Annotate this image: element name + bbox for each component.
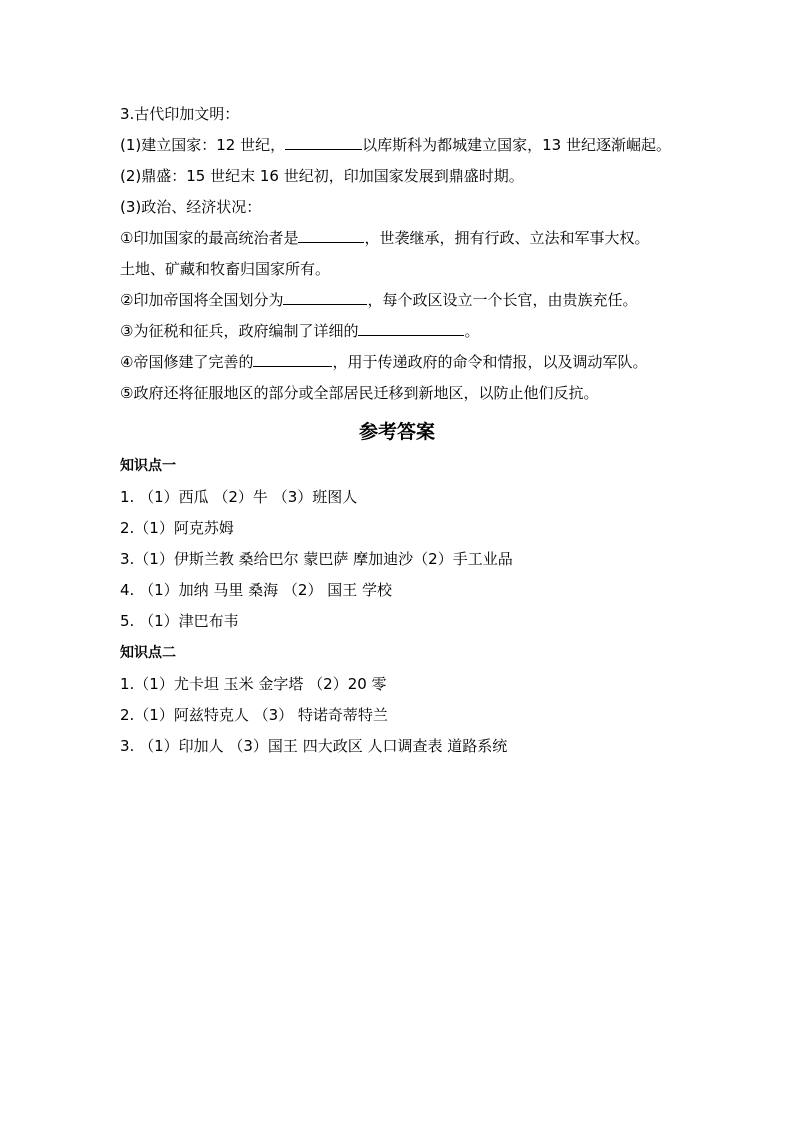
question-3a [120, 228, 649, 248]
answer-line: 1.（1）尤卡坦 玉米 金字塔 （2）20 零 [120, 675, 387, 693]
question-3c-suffix: 。 [464, 322, 480, 340]
answer-line: 3. （1）印加人 （3）国王 四大政区 人口调查表 道路系统 [120, 737, 508, 755]
question-3a-continued: 土地、矿藏和牧畜归国家所有。 [120, 260, 331, 278]
answer-blank [253, 352, 332, 367]
question-3d-suffix: ，用于传递政府的命令和情报，以及调动军队。 [332, 353, 648, 371]
answer-line: 1. （1）西瓜 （2）牛 （3）班图人 [120, 488, 358, 506]
question-3b-suffix: ，每个政区设立一个长官，由贵族充任。 [367, 291, 638, 309]
question-1 [120, 135, 671, 155]
answer-line: 4. （1）加纳 马里 桑海 （2） 国王 学校 [120, 581, 393, 599]
question-1-prefix: (1)建立国家：12 世纪， [120, 136, 286, 154]
question-3b-prefix: ②印加帝国将全国划分为 [120, 291, 284, 309]
answer-blank [298, 228, 364, 243]
question-3d-prefix: ④帝国修建了完善的 [120, 353, 254, 371]
answer-blank [283, 290, 367, 305]
question-heading: 3.古代印加文明： [120, 105, 240, 123]
question-1-suffix: 以库斯科为都城建立国家，13 世纪逐渐崛起。 [362, 136, 671, 154]
answer-blank [358, 321, 464, 336]
question-3c-prefix: ③为征税和征兵，政府编制了详细的 [120, 322, 359, 340]
question-2: (2)鼎盛：15 世纪末 16 世纪初，印加国家发展到鼎盛时期。 [120, 167, 524, 185]
section-heading: 知识点二 [120, 645, 176, 661]
answer-line: 5. （1）津巴布韦 [120, 612, 239, 630]
question-3a-suffix: ，世袭继承，拥有行政、立法和军事大权。 [364, 229, 650, 247]
answer-line: 2.（1）阿兹特克人 （3） 特诺奇蒂特兰 [120, 706, 388, 724]
answer-line: 2.（1）阿克苏姆 [120, 519, 234, 537]
answer-blank [285, 135, 362, 150]
section-heading: 知识点一 [120, 458, 176, 474]
question-3a-prefix: ①印加国家的最高统治者是 [120, 229, 299, 247]
answer-line: 3.（1）伊斯兰教 桑给巴尔 蒙巴萨 摩加迪沙（2）手工业品 [120, 550, 513, 568]
question-3e: ⑤政府还将征服地区的部分或全部居民迁移到新地区，以防止他们反抗。 [120, 384, 599, 402]
answers-title: 参考答案 [358, 421, 435, 443]
question-3b [120, 290, 637, 310]
question-3c [120, 321, 479, 341]
question-3: (3)政治、经济状况： [120, 198, 262, 216]
question-3d [120, 352, 647, 372]
